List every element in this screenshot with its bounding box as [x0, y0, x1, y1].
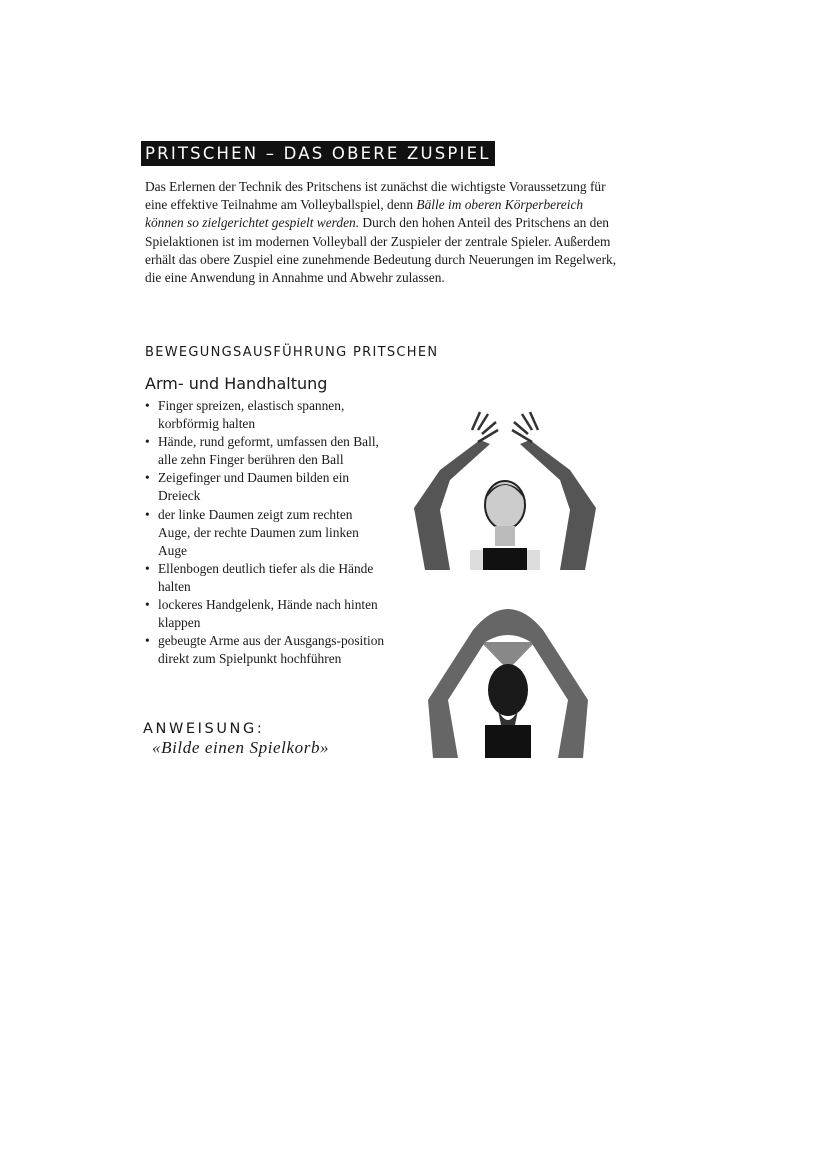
page-title: PRITSCHEN – DAS OBERE ZUSPIEL — [141, 141, 495, 166]
list-item: • Ellenbogen deutlich tiefer als die Hände halten — [145, 560, 385, 596]
subheading: Arm- und Handhaltung — [145, 374, 328, 393]
list-item: • Zeigefinger und Daumen bilden ein Dreieck — [145, 469, 385, 505]
intro-emphasis: Bälle im oberen Körperbereich können so zielgerichtet gespielt werden. — [145, 197, 584, 231]
list-item: • Finger spreizen, elastisch spannen, korbförmig halten — [145, 397, 385, 433]
section-heading: BEWEGUNGSAUSFÜHRUNG PRITSCHEN — [145, 345, 439, 360]
list-item: • der linke Daumen zeigt zum rechten Auge, der rechte Daumen zum linken Auge — [145, 506, 385, 560]
instruction-label: ANWEISUNG: — [143, 721, 265, 737]
intro-text-1: Das Erlernen der Technik des Pritschens ist zunächst die wichtigste Voraussetzung für eine effektive Teilnahme am Volleyballspiel, denn — [145, 179, 606, 213]
photo-hands-ball-back — [423, 590, 593, 758]
list-item: • gebeugte Arme aus der Ausgangs-position direkt zum Spielpunkt hochführen — [145, 632, 385, 668]
intro-text-2: Durch den hohen Anteil des Pritschens an den Spielaktionen ist im modernen Volleyball der Zuspieler der zentrale Spieler. Außerdem erhält das obere Zuspiel eine zunehmende Bedeutung durch Neuerungen im Regelwerk, die eine Anwendung in Annahme und Abwehr zulassen. — [145, 215, 617, 286]
list-item: • lockeres Handgelenk, Hände nach hinten klappen — [145, 596, 385, 632]
photo-hands-front — [410, 400, 600, 572]
intro-paragraph — [145, 178, 620, 287]
technique-list — [145, 397, 385, 668]
instruction-text: «Bilde einen Spielkorb» — [152, 738, 330, 757]
list-item: • Hände, rund geformt, umfassen den Ball, alle zehn Finger berühren den Ball — [145, 433, 385, 469]
